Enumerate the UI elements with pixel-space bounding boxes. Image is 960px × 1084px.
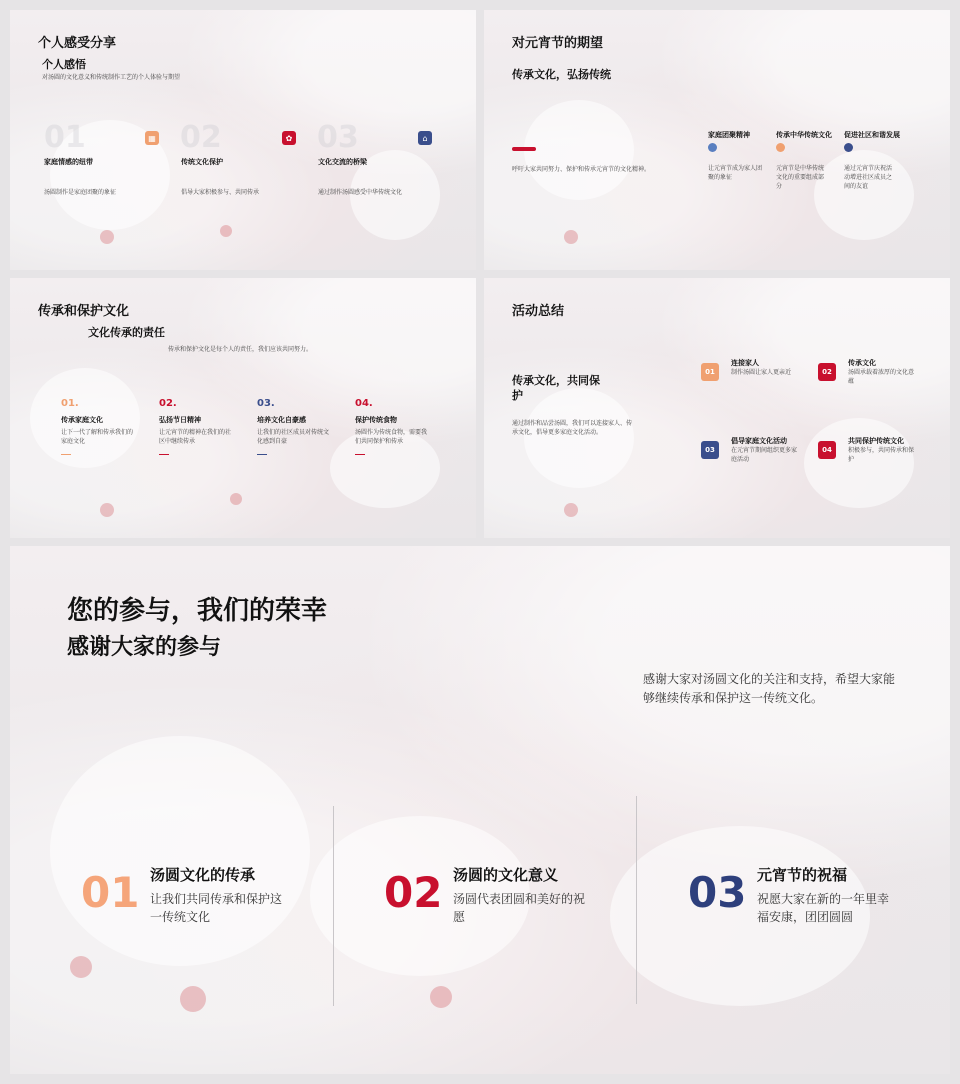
item-underline	[355, 454, 365, 455]
item-label: 传承中华传统文化	[776, 131, 832, 139]
item-number: 03	[317, 120, 359, 155]
item-label: 家庭团聚精神	[708, 131, 750, 139]
item-label: 汤圆文化的传承	[150, 866, 256, 884]
slide-desc: 感谢大家对汤圆文化的关注和支持，希望大家能够继续传承和保护这一传统文化。	[643, 672, 896, 705]
item-label: 倡导家庭文化活动	[731, 437, 787, 445]
item-label: 传承家庭文化	[61, 416, 103, 424]
card-icon: ▦	[145, 131, 159, 145]
item-number: 02	[180, 120, 222, 155]
accent-bar	[512, 147, 536, 151]
item-number: 02.	[159, 398, 177, 409]
item-text: 让元宵节的精神在我们的社区中继续传承	[159, 429, 232, 445]
item-label: 家庭情感的纽带	[44, 158, 93, 166]
item-number: 01	[44, 120, 86, 155]
bullet-dot	[844, 143, 853, 152]
slide-title: 您的参与，我们的荣幸	[67, 596, 328, 626]
item-underline	[159, 454, 169, 455]
item-label: 培养文化自豪感	[257, 416, 306, 424]
item-text: 倡导大家积极参与、共同传承	[181, 189, 260, 196]
item-text: 祝愿大家在新的一年里幸福安康，团团圆圆	[757, 892, 890, 924]
bridge-icon: ⌂	[418, 131, 432, 145]
slide-protect-culture	[10, 278, 476, 538]
item-number: 03	[688, 868, 747, 917]
item-number: 01.	[61, 398, 79, 409]
slide-desc: 传承和保护文化是每个人的责任，我们应该共同努力。	[168, 346, 313, 353]
slide-subtitle: 感谢大家的参与	[67, 635, 222, 660]
slide-subtitle: 传承文化，弘扬传统	[512, 68, 611, 81]
slide-title: 个人感受分享	[38, 36, 117, 51]
slide-personal-feelings	[10, 10, 476, 270]
item-label: 文化交流的桥梁	[318, 158, 367, 166]
item-text: 让我们的社区成员对传统文化感到自豪	[257, 429, 330, 445]
item-underline	[257, 454, 267, 455]
item-label: 连接家人	[731, 359, 759, 367]
item-text: 让下一代了解和传承我们的家庭文化	[61, 429, 134, 445]
item-number: 03.	[257, 398, 275, 409]
item-number: 01	[81, 868, 140, 917]
item-text: 在元宵节期间组织更多家庭活动	[731, 447, 798, 463]
item-text: 汤圆制作是家庭团聚的象征	[44, 189, 117, 196]
number-badge: 01	[701, 363, 719, 381]
slide-title: 对元宵节的期望	[512, 36, 604, 51]
slide-desc: 呼吁大家共同努力、保护和传承元宵节的文化精神。	[512, 166, 651, 173]
item-underline	[61, 454, 71, 455]
column-divider	[333, 806, 334, 1006]
item-label: 传统文化保护	[181, 158, 223, 166]
slide-subtitle: 个人感悟	[42, 58, 86, 71]
item-label: 元宵节的祝福	[757, 866, 848, 884]
item-label: 传承文化	[848, 359, 876, 367]
number-badge: 02	[818, 363, 836, 381]
item-label: 汤圆的文化意义	[453, 866, 559, 884]
item-number: 04.	[355, 398, 373, 409]
item-text: 通过制作汤圆感受中华传统文化	[318, 189, 403, 196]
item-label: 促进社区和谐发展	[844, 131, 900, 139]
item-text: 积极参与，共同传承和保护	[848, 447, 915, 463]
item-text: 制作汤圆让家人更亲近	[731, 369, 792, 376]
item-number: 02	[384, 868, 443, 917]
number-badge: 04	[818, 441, 836, 459]
slide-title: 活动总结	[512, 304, 565, 319]
number-badge: 03	[701, 441, 719, 459]
flower-icon: ✿	[282, 131, 296, 145]
bullet-dot	[708, 143, 717, 152]
bullet-dot	[776, 143, 785, 152]
slide-title: 传承和保护文化	[38, 304, 130, 319]
slide-thanks	[10, 546, 950, 1074]
slide-expectations	[484, 10, 950, 270]
item-text: 汤圆代表团圆和美好的祝愿	[453, 892, 586, 924]
item-text: 汤圆承载着浓厚的文化意蕴	[848, 369, 915, 385]
item-text: 汤圆作为传统食物，需要我们共同保护和传承	[355, 429, 428, 445]
slide-desc: 对汤圆的文化意义和传统制作工艺的个人体验与期望	[42, 74, 181, 81]
item-label: 弘扬节日精神	[159, 416, 201, 424]
item-text: 元宵节是中华传统文化的重要组成部分	[776, 165, 825, 190]
item-text: 让元宵节成为家人团聚的象征	[708, 165, 763, 181]
slide-desc: 通过制作和品尝汤圆，我们可以连接家人、传承文化，倡导更多家庭文化活动。	[512, 420, 633, 436]
item-text: 让我们共同传承和保护这一传统文化	[150, 892, 283, 924]
slide-subtitle: 文化传承的责任	[88, 326, 165, 339]
slide-summary	[484, 278, 950, 538]
item-text: 通过元宵节庆祝活动增进社区成员之间的友谊	[844, 165, 893, 190]
column-divider	[636, 796, 637, 1004]
slide-subtitle: 传承文化，共同保护	[512, 374, 600, 402]
item-label: 共同保护传统文化	[848, 437, 904, 445]
item-label: 保护传统食物	[355, 416, 397, 424]
